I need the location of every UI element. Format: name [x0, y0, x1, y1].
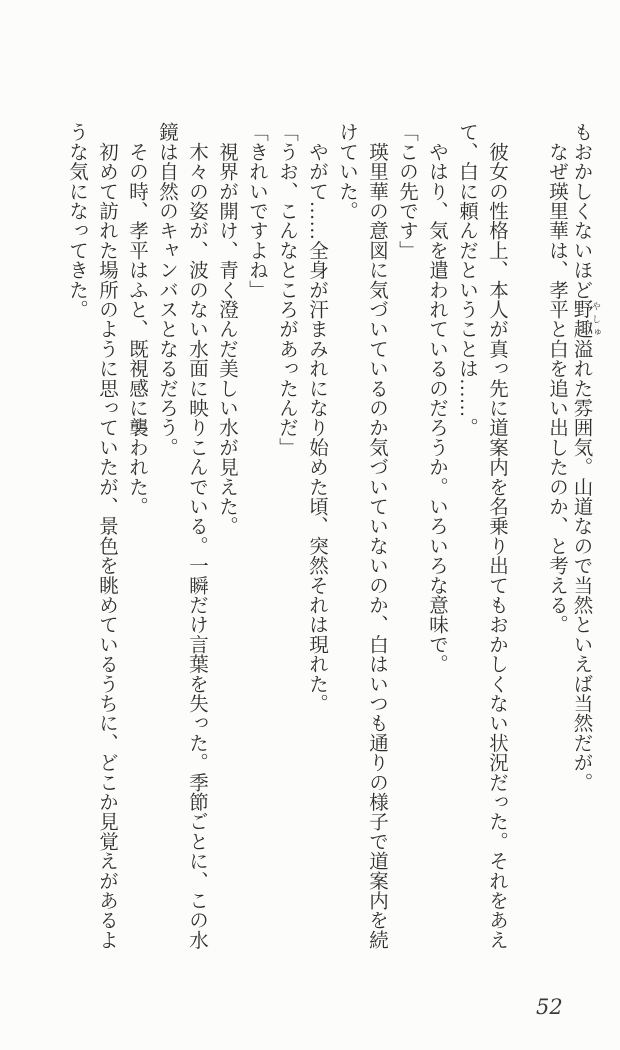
- text-line: その時、孝平はふと、既視感に襲われた。: [126, 122, 147, 516]
- page-number: 52: [536, 995, 563, 1019]
- text-line: 彼女の性格上、本人が真っ先に道案内を名乗り出てもおかしくない状況だった。それをあえ: [486, 122, 507, 950]
- text-line: もおかしくないほど野趣 やしゅ溢れた雰囲気。山道なので当然といえば当然だが。: [570, 122, 601, 792]
- text-line: なぜ瑛里華は、孝平と白を追い出したのか、と考える。: [546, 122, 567, 635]
- furigana: 野趣 やしゅ: [570, 299, 601, 339]
- text-line: やはり、気を遣われているのだろうか。いろいろな意味で。: [426, 122, 447, 674]
- text-line: 初めて訪れた場所のように思っていたが、景色を眺めているうちに、どこか見覚えがあるよ: [96, 122, 117, 950]
- text-line: 木々の姿が、波のない水面に映りこんでいる。一瞬だけ言葉を失った。季節ごとに、この水: [186, 122, 207, 950]
- text-line: [511, 122, 541, 962]
- text-line: 「うお、こんなところがあったんだ」: [276, 122, 297, 457]
- text-line: やがて……全身が汗まみれになり始めた頃、突然それは現れた。: [306, 122, 327, 713]
- text-line: 「きれいですよね」: [246, 122, 267, 300]
- text-line: 「この先です」: [396, 122, 417, 260]
- body-text: [61, 122, 601, 962]
- text-line: 鏡は自然のキャンバスとなるだろう。: [156, 122, 177, 457]
- text-line: けていた。: [336, 122, 357, 221]
- text-line: 視界が開け、青く澄んだ美しい水が見えた。: [216, 122, 237, 536]
- text-line: 瑛里華の意図に気づいているのか気づいていないのか、白はいつも通りの様子で道案内を続: [366, 122, 387, 950]
- text-line: て、白に頼んだということは……。: [456, 122, 477, 438]
- text-line: うな気になってきた。: [66, 122, 87, 319]
